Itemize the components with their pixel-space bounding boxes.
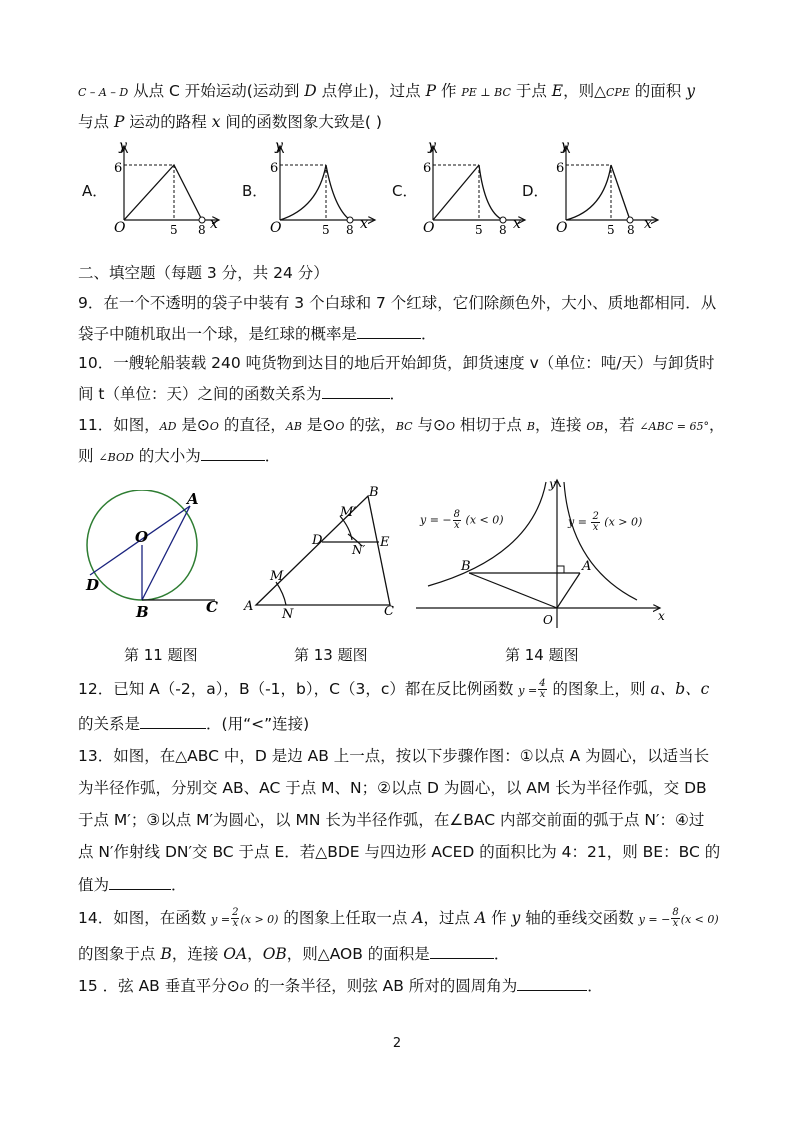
svg-text:y: y — [561, 138, 569, 154]
svg-text:y: y — [428, 138, 436, 154]
svg-text:O: O — [423, 220, 435, 236]
fig14-left-func: y = − $\frac{8}{x}$ (x < 0) — [420, 509, 504, 531]
q10-line2: 间 t（单位：天）之间的函数关系为 ． — [78, 382, 405, 405]
option-b-label: B． — [242, 182, 268, 200]
svg-text:x: x — [644, 216, 652, 232]
q11-line2: 则 ∠BOD 的大小为 ． — [78, 444, 280, 469]
option-a-label: A． — [82, 182, 108, 200]
svg-text:O: O — [270, 220, 282, 236]
q13-line5: 值为 ． — [78, 873, 187, 896]
svg-text:6: 6 — [114, 161, 123, 176]
q11-line1: 11．如图，AD 是⊙O 的直径，AB 是⊙O 的弦，BC 与⊙O 相切于点 B，连接 OB，若 ∠ABC = 65°， — [78, 416, 725, 434]
svg-text:y: y — [549, 477, 556, 491]
svg-text:B: B — [136, 603, 149, 621]
svg-text:6: 6 — [556, 161, 565, 176]
svg-text:x: x — [360, 216, 368, 232]
option-c-label: C． — [392, 182, 418, 200]
svg-text:N′: N′ — [352, 543, 366, 557]
section-heading: 二、填空题（每题 3 分，共 24 分） — [78, 264, 329, 282]
graph-c — [423, 138, 525, 237]
svg-text:D: D — [86, 576, 100, 594]
svg-text:O: O — [556, 220, 568, 236]
graph-b — [270, 138, 375, 237]
q9-line1: 9．在一个不透明的袋子中装有 3 个白球和 7 个红球，它们除颜色外，大小、质地都相同．从 — [78, 294, 717, 312]
fig13-caption: 第 13 题图 — [294, 646, 368, 664]
svg-text:8: 8 — [198, 223, 206, 237]
page-number: 2 — [392, 1036, 402, 1051]
q12-line1: 12．已知 A（-2，a），B（-1，b），C（3，c）都在反比例函数 y = $\frac{4}{x}$ 的图象上，则 a、b、c — [78, 678, 710, 700]
q13-answer-blank[interactable] — [109, 873, 171, 890]
svg-text:6: 6 — [270, 161, 279, 176]
q10-line1: 10．一艘轮船装载 240 吨货物到达目的地后开始卸货，卸货速度 v（单位：吨/天）与卸货时 — [78, 354, 715, 372]
q8-path: C – A – D — [78, 86, 129, 99]
q14-line2: 的图象于点 B，连接 OA，OB，则△AOB 的面积是 ． — [78, 942, 509, 965]
figure-13 — [240, 480, 410, 625]
q9-answer-blank[interactable] — [357, 322, 421, 339]
q13-line3: 于点 M′；③以点 M′为圆心，以 MN 长为半径作弧，在∠BAC 内部交前面的弧于点 N′：④过 — [78, 811, 705, 829]
svg-text:8: 8 — [627, 223, 635, 237]
graph-d — [556, 138, 658, 237]
svg-text:A: A — [244, 599, 254, 614]
q8-line1: C – A – D 从点 C 开始运动(运动到 D 点停止)，过点 P 作 PE ⊥ BC 于点 E，则△CPE 的面积 y — [78, 82, 695, 100]
svg-text:N: N — [282, 607, 294, 622]
graph-a — [114, 138, 219, 237]
svg-text:8: 8 — [346, 223, 354, 237]
fig14-right-func: y = $\frac{2}{x}$ (x > 0) — [568, 511, 643, 533]
q9-line2: 袋子中随机取出一个球，是红球的概率是 ． — [78, 322, 437, 345]
svg-text:B: B — [369, 485, 379, 500]
svg-text:C: C — [384, 604, 394, 619]
svg-text:M: M — [270, 569, 284, 584]
svg-text:5: 5 — [322, 223, 330, 237]
figure-11 — [80, 490, 230, 625]
q13-line1: 13．如图，在△ABC 中，D 是边 AB 上一点，按以下步骤作图：①以点 A 为圆心，以适当长 — [78, 747, 710, 765]
svg-text:C: C — [206, 598, 218, 616]
svg-text:O: O — [543, 613, 553, 627]
figure-14 — [412, 476, 672, 636]
q12-answer-blank[interactable] — [140, 712, 206, 729]
svg-text:x: x — [658, 609, 665, 623]
q8-line2: 与点 P 运动的路程 x 间的函数图象大致是( ) — [78, 113, 382, 131]
svg-text:A: A — [582, 559, 592, 574]
q13-line4: 点 N′作射线 DN′交 BC 于点 E．若△BDE 与四边形 ACED 的面积比为 4：21，则 BE：BC 的 — [78, 843, 721, 861]
svg-text:y: y — [119, 138, 127, 154]
svg-text:8: 8 — [499, 223, 507, 237]
fig14-caption: 第 14 题图 — [505, 646, 579, 664]
svg-text:E: E — [380, 535, 390, 550]
svg-text:5: 5 — [475, 223, 483, 237]
svg-text:O: O — [135, 528, 149, 546]
q12-line2: 的关系是 ．(用“<”连接) — [78, 712, 309, 735]
svg-text:y: y — [275, 138, 283, 154]
q8-option-graphs — [0, 0, 794, 245]
svg-text:A: A — [187, 490, 199, 508]
svg-text:6: 6 — [423, 161, 432, 176]
svg-text:5: 5 — [607, 223, 615, 237]
svg-text:M′: M′ — [340, 505, 357, 520]
svg-text:5: 5 — [170, 223, 178, 237]
q15-line: 15 ．弦 AB 垂直平分⊙O 的一条半径，则弦 AB 所对的圆周角为 ． — [78, 974, 603, 999]
q14-line1: 14．如图，在函数 y = $\frac{2}{x}$ (x > 0) 的图象上任取一点 A，过点 A 作 y 轴的垂线交函数 y = − $\frac{8}{x}$ (x < 0) — [78, 907, 719, 929]
fig11-caption: 第 11 题图 — [124, 646, 198, 664]
option-d-label: D． — [522, 182, 549, 200]
q13-line2: 为半径作弧，分别交 AB、AC 于点 M、N；②以点 D 为圆心，以 AM 长为半径作弧，交 DB — [78, 779, 707, 797]
svg-text:D: D — [312, 533, 323, 548]
q15-answer-blank[interactable] — [517, 974, 587, 991]
q10-answer-blank[interactable] — [322, 382, 390, 399]
svg-text:x: x — [513, 216, 521, 232]
svg-text:x: x — [210, 216, 218, 232]
q11-answer-blank[interactable] — [201, 444, 265, 461]
svg-text:O: O — [114, 220, 126, 236]
q14-answer-blank[interactable] — [430, 942, 494, 959]
svg-text:B: B — [461, 559, 471, 574]
